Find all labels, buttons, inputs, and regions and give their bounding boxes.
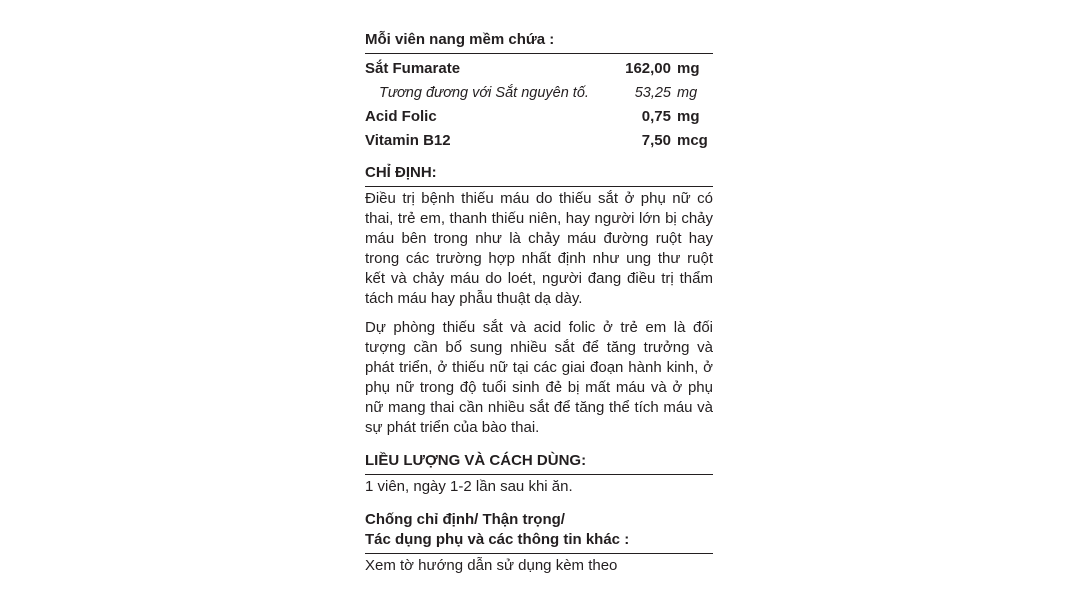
indication-paragraph: Dự phòng thiếu sắt và acid folic ở trẻ em là đối tượng cần bổ sung nhiều sắt để tăng trưởng và phát triển, ở thiếu nữ tại các giai đoạn hành kinh, ở phụ nữ trong độ tuổi sinh đẻ bị mất máu và ở phụ nữ mang thai cần nhiều sắt để tăng thể tích máu và sự phát triển của bào thai. (365, 319, 713, 436)
ingredient-value: 7,50 (641, 132, 671, 149)
contraindication-header-line2: Tác dụng phụ và các thông tin khác : (365, 530, 713, 554)
contraindication-text: Xem tờ hướng dẫn sử dụng kèm theo (365, 557, 618, 574)
dosage-header: LIỀU LƯỢNG VÀ CÁCH DÙNG: (365, 451, 713, 475)
ingredient-name: Vitamin B12 (365, 132, 451, 149)
ingredient-name: Sắt Fumarate (365, 60, 461, 77)
ingredient-unit: mcg (677, 132, 708, 149)
product-label-panel (365, 30, 713, 576)
ingredient-row (365, 129, 713, 153)
dosage-text: 1 viên, ngày 1-2 lần sau khi ăn. (365, 478, 573, 495)
indication-header: CHỈ ĐỊNH: (365, 163, 713, 187)
composition-table (365, 57, 713, 153)
ingredient-value: 162,00 (625, 60, 671, 77)
ingredient-row (365, 105, 713, 129)
indication-section (365, 163, 713, 438)
ingredient-name: Tương đương với Sắt nguyên tố. (379, 85, 589, 101)
contraindication-header-line1: Chống chỉ định/ Thận trọng/ (365, 511, 565, 528)
composition-header: Mỗi viên nang mềm chứa : (365, 30, 713, 54)
ingredient-value: 0,75 (641, 108, 671, 125)
contraindication-section (365, 510, 713, 576)
ingredient-row (365, 57, 713, 81)
ingredient-unit: mg (677, 108, 700, 125)
ingredient-name: Acid Folic (365, 108, 437, 125)
ingredient-row (365, 81, 713, 105)
ingredient-value: 53,25 (634, 85, 671, 101)
ingredient-unit: mg (677, 60, 700, 77)
indication-paragraph: Điều trị bệnh thiếu máu do thiếu sắt ở phụ nữ có thai, trẻ em, thanh thiếu niên, hay người lớn bị chảy máu bên trong như là chảy máu đường ruột hay trong các trường hợp nhất định như ung thư ruột kết và chảy máu do loét, người đang điều trị thẩm tách máu hay phẫu thuật dạ dày. (365, 190, 713, 307)
ingredient-unit: mg (677, 85, 698, 101)
dosage-section (365, 451, 713, 497)
